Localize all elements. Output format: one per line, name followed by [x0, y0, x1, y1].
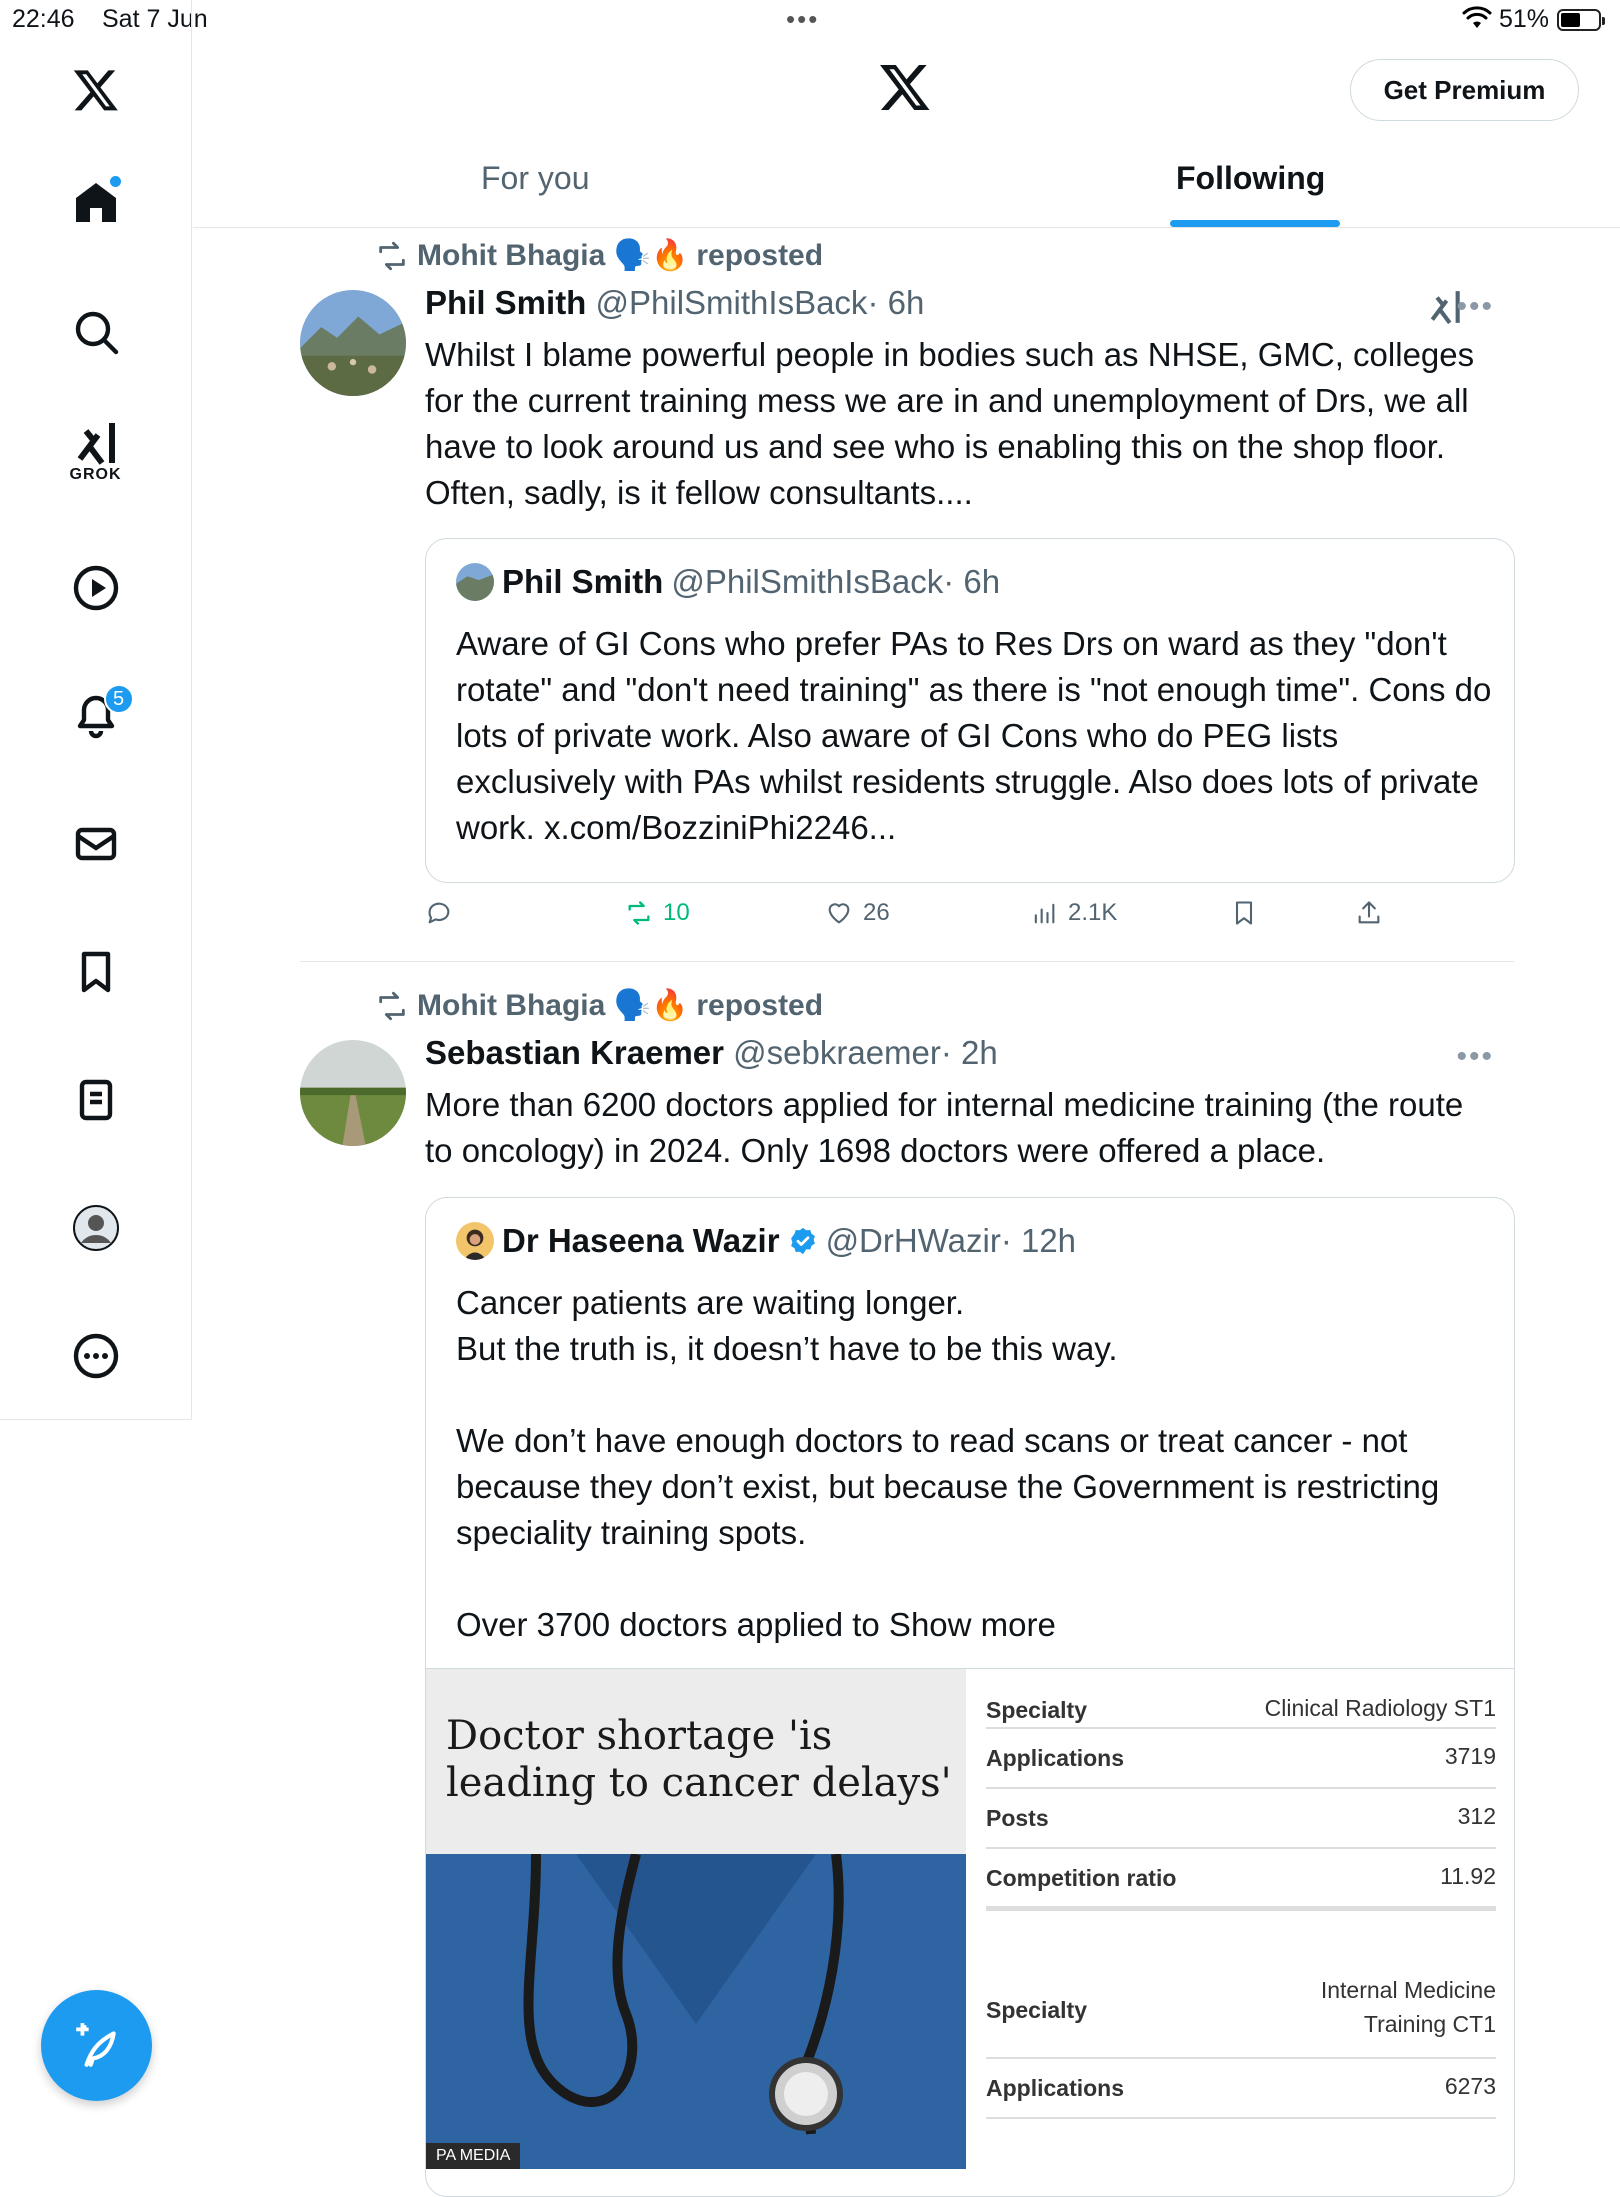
table-key: Competition ratio: [986, 1865, 1177, 1891]
quoted-post-time: · 6h: [943, 563, 1001, 600]
status-date: Sat 7 Jun: [102, 5, 208, 33]
x-logo-icon[interactable]: [878, 60, 932, 114]
sidebar-item-lists[interactable]: [56, 1060, 136, 1140]
quoted-post-text: Cancer patients are waiting longer. But the truth is, it doesn’t have to be this way. We don’t have enough doctors to read scans or treat cancer - not because they don’t exist, but because the Government is restricting speciality training spots. Over 3700 doctors applied to Show more: [456, 1284, 1440, 1643]
sidebar-item-messages[interactable]: [56, 804, 136, 884]
reply-button[interactable]: [425, 899, 463, 927]
reply-icon: [425, 899, 453, 927]
repost-icon: [375, 239, 409, 273]
grok-label: GROK: [69, 466, 122, 483]
media-credit: PA MEDIA: [426, 2143, 520, 2169]
more-options-icon[interactable]: •••: [1456, 290, 1494, 323]
table-value: 6273: [1444, 2073, 1496, 2099]
quoted-author-handle: @PhilSmithIsBack: [671, 563, 944, 600]
quoted-post-time: · 12h: [1000, 1222, 1077, 1259]
table-value: Clinical Radiology ST1: [1264, 1695, 1496, 1721]
author-handle[interactable]: @PhilSmithIsBack: [595, 284, 868, 321]
like-count: 26: [863, 899, 890, 926]
post[interactable]: [300, 228, 1514, 962]
search-icon: [72, 308, 120, 356]
post-text: Whilst I blame powerful people in bodies such as NHSE, GMC, colleges for the current training mess we are in and unemployment of Drs, we all have to look around us and see who is enabling this on the shop floor. Often, sadly, is it fellow consultants....: [425, 336, 1475, 511]
media-headline: Doctor shortage 'is leading to cancer delays': [446, 1713, 952, 1806]
avatar[interactable]: [300, 290, 406, 396]
multitasking-dots-icon[interactable]: •••: [786, 4, 820, 34]
list-icon: [72, 1076, 120, 1124]
sidebar-item-notifications[interactable]: [56, 676, 136, 756]
status-bar: [0, 0, 1620, 40]
table-row: [986, 1789, 1496, 1849]
battery-percent: 51%: [1499, 5, 1550, 33]
table-value: 3719: [1444, 1743, 1496, 1769]
notification-badge: 5: [104, 684, 134, 714]
post-time[interactable]: · 6h: [867, 284, 925, 321]
repost-icon: [625, 899, 653, 927]
bookmark-button[interactable]: [1230, 899, 1258, 927]
mail-icon: [72, 820, 120, 868]
table-row: [986, 1685, 1496, 1729]
avatar-landscape-image: [456, 563, 494, 601]
post-divider: [300, 961, 1514, 962]
repost-suffix: reposted: [696, 988, 824, 1022]
quoted-post-header: [456, 1222, 1076, 1260]
repost-icon: [375, 989, 409, 1023]
verified-badge-icon: [788, 1226, 818, 1256]
profile-avatar-icon: [72, 1204, 120, 1252]
share-icon: [1355, 899, 1383, 927]
post-actions: [425, 899, 1425, 939]
quoted-avatar[interactable]: [456, 563, 494, 601]
table-key: Applications: [986, 1745, 1125, 1771]
battery-icon: [1557, 9, 1601, 31]
stethoscope-illustration: [426, 1854, 966, 2169]
tab-for-you[interactable]: For you: [481, 160, 590, 196]
repost-suffix: reposted: [696, 238, 824, 272]
sidebar-item-explore[interactable]: [56, 292, 136, 372]
author-handle[interactable]: @sebkraemer: [733, 1034, 941, 1071]
sidebar-item-videos[interactable]: [56, 548, 136, 628]
sidebar-item-more[interactable]: [56, 1316, 136, 1396]
x-logo-icon[interactable]: [56, 50, 136, 130]
table-value: 312: [1457, 1803, 1496, 1829]
reposter-name[interactable]: Mohit Bhagia 🗣️🔥: [417, 989, 689, 1022]
table-key: Specialty: [986, 1697, 1087, 1723]
heart-icon: [825, 899, 853, 927]
post-header: [425, 1034, 998, 1072]
repost-count: 10: [663, 899, 690, 926]
views-button[interactable]: [1030, 899, 1117, 927]
quoted-author-handle: @DrHWazir: [825, 1222, 1001, 1259]
table-value: 11.92: [1440, 1863, 1496, 1889]
quoted-post[interactable]: [425, 538, 1515, 883]
active-tab-indicator: [1170, 220, 1340, 227]
repost-context: [375, 238, 823, 273]
more-circle-icon: [72, 1332, 120, 1380]
table-row: [986, 2059, 1496, 2119]
compose-post-button[interactable]: [41, 1990, 152, 2101]
post[interactable]: [300, 978, 1514, 2164]
home-unread-dot: [110, 176, 121, 187]
grok-icon: [72, 419, 120, 467]
like-button[interactable]: [825, 899, 890, 927]
quoted-post-header: [456, 563, 1000, 601]
repost-button[interactable]: [625, 899, 690, 927]
avatar-portrait-image: [456, 1222, 494, 1260]
avatar-landscape-image: [300, 290, 406, 396]
media-image: [426, 1669, 966, 2169]
avatar-field-path-image: [300, 1040, 406, 1146]
table-key: Specialty: [986, 1997, 1087, 2023]
timeline-header: [193, 40, 1620, 228]
play-icon: [72, 564, 120, 612]
table-key: Posts: [986, 1805, 1049, 1831]
reposter-name[interactable]: Mohit Bhagia 🗣️🔥: [417, 239, 689, 272]
share-button[interactable]: [1355, 899, 1383, 927]
avatar[interactable]: [300, 1040, 406, 1146]
post-time[interactable]: · 2h: [940, 1034, 998, 1071]
view-count: 2.1K: [1068, 899, 1118, 926]
sidebar-item-home[interactable]: [56, 162, 136, 242]
author-name[interactable]: Sebastian Kraemer: [425, 1034, 724, 1071]
views-chart-icon: [1030, 899, 1058, 927]
quoted-post[interactable]: [425, 1197, 1515, 2197]
more-options-icon[interactable]: •••: [1456, 1040, 1494, 1073]
bookmark-icon: [1230, 899, 1258, 927]
bookmark-icon: [72, 948, 120, 996]
wifi-icon: [1462, 6, 1492, 30]
get-premium-button[interactable]: Get Premium: [1350, 59, 1579, 121]
quoted-media[interactable]: [426, 1668, 1515, 2197]
table-row: [986, 1849, 1496, 1911]
sidebar-item-profile[interactable]: [56, 1188, 136, 1268]
quoted-author-name: Dr Haseena Wazir: [502, 1222, 780, 1259]
author-name[interactable]: Phil Smith: [425, 284, 587, 321]
quoted-author-name: Phil Smith: [502, 563, 664, 600]
repost-context: [375, 988, 823, 1023]
doctor-stethoscope-photo: [426, 1854, 966, 2169]
post-header: [425, 284, 924, 322]
status-time: 22:46: [12, 5, 75, 33]
table-row: [986, 1959, 1496, 2059]
quoted-avatar[interactable]: [456, 1222, 494, 1260]
tab-following[interactable]: Following: [1176, 160, 1326, 196]
quoted-post-text: Aware of GI Cons who prefer PAs to Res Drs on ward as they "don't rotate" and "don't need training" as there is "not enough time". Cons do lots of private work. Also aware of GI Cons who do PEG lists exclusively with PAs whilst residents struggle. Also does lots of private work. x.com/BozziniPhi2246...: [456, 625, 1492, 846]
table-key: Applications: [986, 2075, 1125, 2101]
media-headline-banner: [426, 1669, 966, 1854]
sidebar-nav: [0, 0, 192, 1420]
table-row: [986, 1729, 1496, 1789]
battery-level-fill: [1561, 13, 1580, 27]
post-text: More than 6200 doctors applied for internal medicine training (the route to oncology) in 2024. Only 1698 doctors were offered a place.: [425, 1086, 1464, 1169]
sidebar-item-bookmarks[interactable]: [56, 932, 136, 1012]
sidebar-item-grok[interactable]: [56, 410, 136, 490]
table-value: Internal Medicine Training CT1: [1320, 1977, 1496, 2037]
compose-feather-icon: [72, 2021, 122, 2071]
